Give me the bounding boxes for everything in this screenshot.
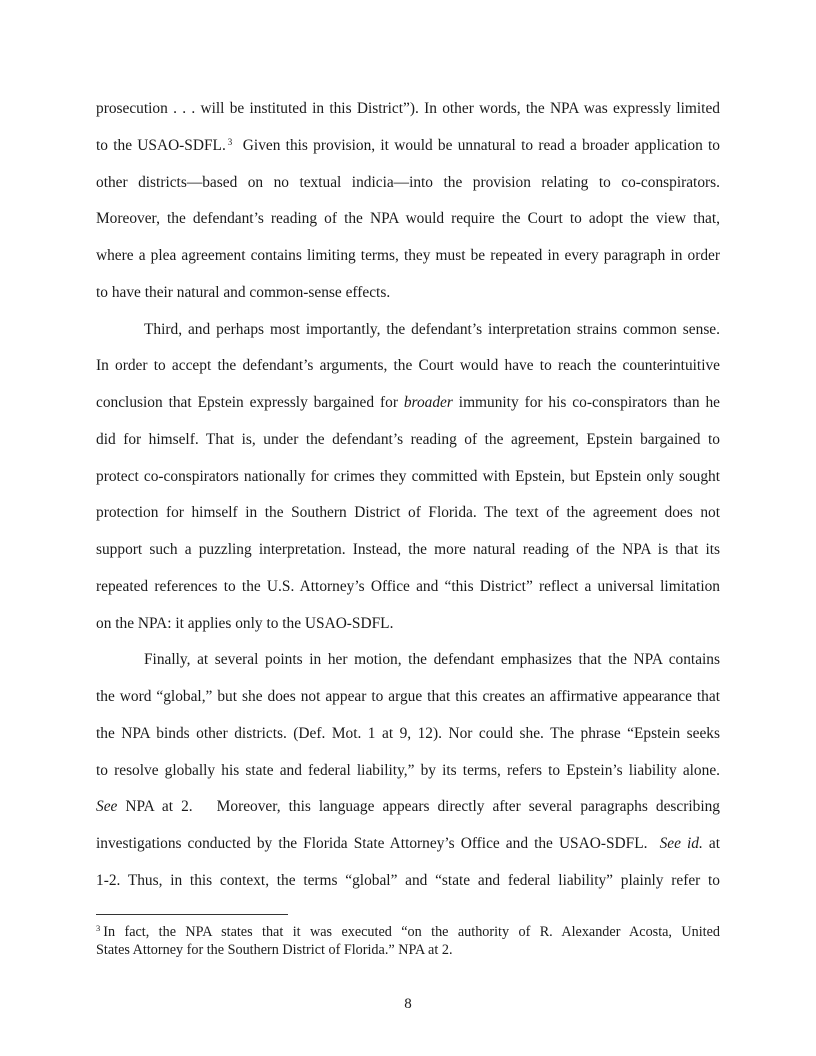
text-line: Moreover, the defendant’s reading of the NPA would require the Court to adopt the view that,: [96, 210, 720, 228]
citation-signal: See: [96, 798, 118, 816]
paragraph-npa-limited: [96, 91, 720, 312]
paragraph-third-argument: [96, 312, 720, 643]
text-line: [96, 826, 720, 863]
text-line: protection for himself in the Southern District of Florida. The text of the agreement does not: [96, 504, 720, 522]
body-text: [96, 91, 720, 900]
text-line: protect co-conspirators nationally for crimes they committed with Epstein, but Epstein only sought: [96, 467, 720, 485]
text-line: to resolve globally his state and federal liability,” by its terms, refers to Epstein’s liability alone.: [96, 761, 720, 779]
text-line: prosecution . . . will be instituted in this District”). In other words, the NPA was expressly limited: [96, 100, 720, 117]
footnote-3: [96, 924, 720, 959]
text-line: 1-2. Thus, in this context, the terms “global” and “state and federal liability” plainly refer to: [96, 871, 720, 889]
text-span: at: [702, 835, 720, 852]
text-span: Third, and perhaps most importantly, the defendant’s interpretation strains common sense.: [144, 320, 720, 338]
text-span: Given this provision, it would be unnatural to read a broader application to: [232, 136, 720, 154]
footnote-text: In fact, the NPA states that it was executed “on the authority of R. Alexander Acosta, United: [103, 924, 720, 940]
text-line: repeated references to the U.S. Attorney’s Office and “this District” reflect a universal limitation: [96, 577, 720, 595]
footnote-separator: [96, 914, 288, 915]
citation-signal: See id.: [659, 835, 703, 852]
text-line: the NPA binds other districts. (Def. Mot. 1 at 9, 12). Nor could she. The phrase “Epstein seeks: [96, 724, 720, 742]
text-line: In order to accept the defendant’s arguments, the Court would have to reach the counterintuitive: [96, 357, 720, 375]
footnote-line: States Attorney for the Southern District of Florida.” NPA at 2.: [96, 941, 453, 958]
text-line: support such a puzzling interpretation. Instead, the more natural reading of the NPA is that its: [96, 541, 720, 558]
text-line: other districts—based on no textual indicia—into the provision relating to co-conspirators.: [96, 173, 720, 191]
text-line: [96, 789, 720, 826]
text-line: [96, 312, 720, 349]
text-line: [96, 642, 720, 679]
paragraph-global-argument: [96, 642, 720, 899]
emphasis: broader: [403, 394, 453, 411]
text-span: immunity for his co-conspirators than he: [452, 394, 721, 411]
text-span: investigations conducted by the Florida State Attorney’s Office and the USAO-SDFL.: [96, 835, 660, 852]
text-line: [96, 128, 720, 165]
text-line: the word “global,” but she does not appear to argue that this creates an affirmative appearance that: [96, 688, 720, 705]
page-number: 8: [404, 996, 412, 1012]
text-line: did for himself. That is, under the defendant’s reading of the agreement, Epstein bargained to: [96, 430, 720, 448]
text-span: to the USAO-SDFL.: [96, 136, 226, 154]
text-line: where a plea agreement contains limiting terms, they must be repeated in every paragraph in order: [96, 247, 720, 264]
footnote-marker: 3: [96, 923, 101, 933]
text-line: [96, 385, 720, 422]
text-span: conclusion that Epstein expressly bargained for: [96, 394, 404, 411]
text-span: NPA at 2. Moreover, this language appears directly after several paragraphs describing: [117, 798, 720, 816]
footnote-line: [96, 924, 720, 942]
text-line: to have their natural and common-sense effects.: [96, 283, 391, 301]
text-line: on the NPA: it applies only to the USAO-SDFL.: [96, 614, 394, 632]
text-span: Finally, at several points in her motion, the defendant emphasizes that the NPA contains: [144, 651, 720, 669]
footnote-reference[interactable]: 3: [227, 136, 233, 147]
